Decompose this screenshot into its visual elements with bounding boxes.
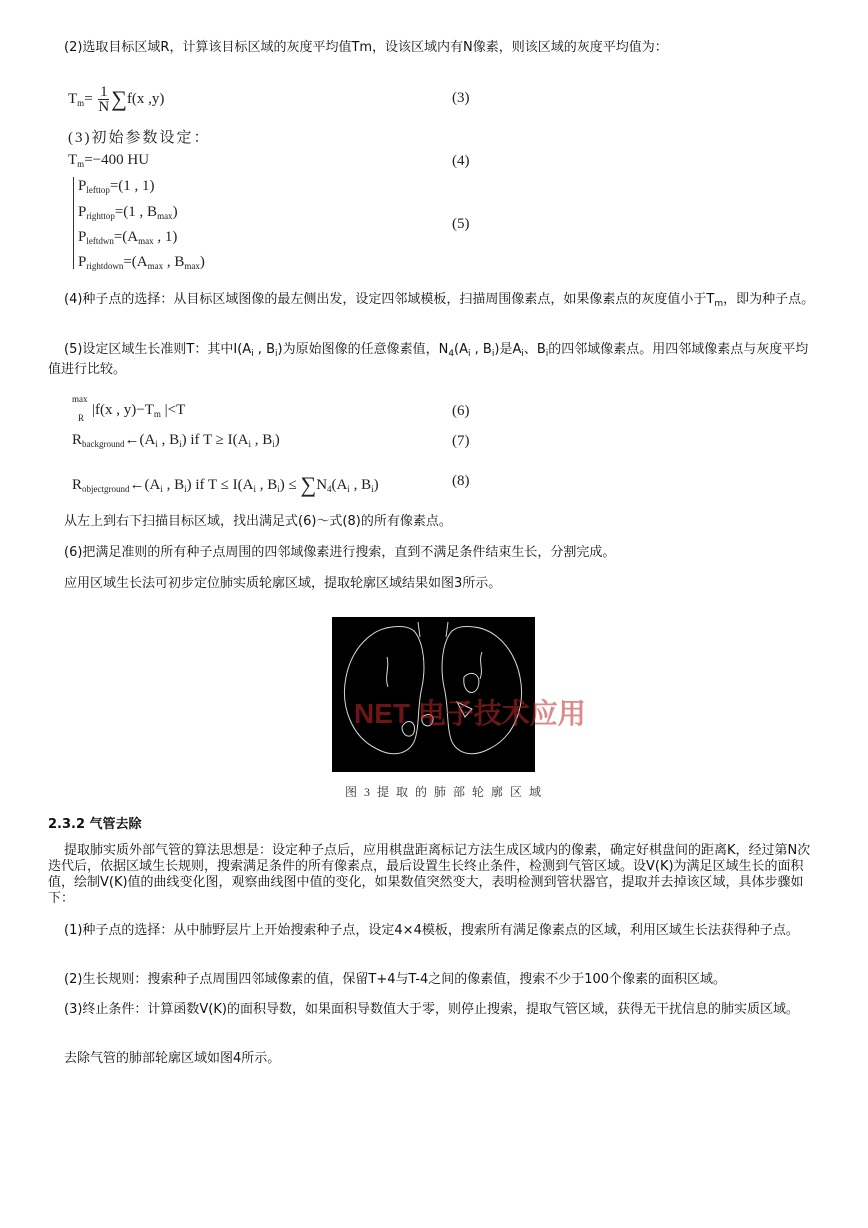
equation-7: $R_{background}\leftarrow(A_i$ , $B_i$) if $T \ge I(A_i$ , $B_i$) bbox=[72, 432, 280, 449]
equation-4: $T_m=-400$ HU bbox=[68, 152, 150, 169]
paragraph-step6: (6)把满足准则的所有种子点周围的四邻域像素进行搜索，直到不满足条件结束生长，分割完成。 bbox=[64, 545, 616, 560]
paragraph-figure4-ref: 去除气管的肺部轮廓区域如图4所示。 bbox=[64, 1051, 281, 1066]
paragraph-step4: (4)种子点的选择：从目标区域图像的最左侧出发，设定四邻域模板，扫描周围像素点，如果像素点的灰度值小于$T_m$，即为种子点。 bbox=[64, 292, 815, 309]
paragraph-step2: (2)选取目标区域R，计算该目标区域的灰度平均值Tm，设该区域内有N像素，则该区域的灰度平均值为： bbox=[64, 40, 668, 55]
equation-8-number: (8) bbox=[452, 473, 470, 489]
equation-4-number: (4) bbox=[452, 153, 470, 169]
equation-3: $T_m=$ $\frac{1}{N}$ ∑f(x ,y) bbox=[68, 84, 165, 115]
equation-6-r: R bbox=[78, 413, 85, 423]
figure-3-lung-contour bbox=[332, 617, 586, 772]
init-params-title: (3)初始参数设定： bbox=[68, 130, 211, 146]
equation-5-number: (5) bbox=[452, 216, 470, 232]
paragraph-trachea-step3: (3)终止条件：计算函数V(K)的面积导数，如果面积导数值大于零，则停止搜索，提取气管区域，获得无干扰信息的肺实质区域。 bbox=[64, 1002, 799, 1017]
paragraph-apply: 应用区域生长法可初步定位肺实质轮廓区域，提取轮廓区域结果如图3所示。 bbox=[64, 576, 502, 591]
figure-3-caption: 图 3 提 取 的 肺 部 轮 廓 区 域 bbox=[345, 785, 544, 799]
equation-3-number: (3) bbox=[452, 90, 470, 106]
equation-5-row2: $P_{righttop}=(1$ , $B_{max}$) bbox=[78, 204, 178, 221]
equation-5-row1: $P_{lefttop}=(1$ , 1) bbox=[78, 178, 155, 195]
section-heading: 2.3.2 气管去除 bbox=[48, 817, 142, 832]
equation-8: $R_{objectground}\leftarrow(A_i$ , $B_i$) if $T \le I(A_i$ , $B_i) \le \sum N_4(A_i$ , $B_i$) bbox=[72, 472, 379, 497]
equation-6-max: max bbox=[72, 394, 88, 404]
lung-contour-drawing bbox=[332, 617, 586, 772]
paragraph-step5: (5)设定区域生长准则T：其中$I(A_i$ , $B_i$)为原始图像的任意像素值，$N_4(A_i$ , $B_i$)是$A_i$、$B_i$的四邻域像素点。用四邻域像素点与灰度平均值进行比较。 bbox=[48, 342, 809, 377]
paragraph-trachea: 提取肺实质外部气管的算法思想是：设定种子点后，应用棋盘距离标记方法生成区域内的像素，确定好棋盘间的距离K，经过第N次迭代后，依据区域生长规则，搜索满足条件的所有像素点，最后设置生长终止条件，检测到气管区域。设V(K)为满足区域生长的面积值，绘制V(K)值的曲线变化图，观察曲线图中值的变化，如果数值突然变大，表明检测到管状器官，提取并去掉该区域，具体步骤如下： bbox=[48, 843, 811, 906]
equation-7-number: (7) bbox=[452, 433, 470, 449]
figure-watermark: NET 电子技术应用 bbox=[354, 698, 586, 729]
equation-6: |f(x , $y)-T_m$ |<T bbox=[92, 402, 186, 419]
equation-5-row3: $P_{leftdwn}=(A_{max}$ , 1) bbox=[78, 229, 178, 246]
paragraph-trachea-step2: (2)生长规则：搜索种子点周围四邻域像素的值，保留T+4与T-4之间的像素值，搜索不少于100个像素的面积区域。 bbox=[64, 972, 727, 987]
equation-6-number: (6) bbox=[452, 403, 470, 419]
paragraph-trachea-step1: (1)种子点的选择：从中肺野层片上开始搜索种子点，设定4×4模板，搜索所有满足像素点的区域，利用区域生长法获得种子点。 bbox=[64, 923, 799, 938]
paragraph-scan: 从左上到右下扫描目标区域，找出满足式(6)～式(8)的所有像素点。 bbox=[64, 514, 452, 529]
equation-5-row4: $P_{rightdown}=(A_{max}$ , $B_{max}$) bbox=[78, 254, 205, 271]
